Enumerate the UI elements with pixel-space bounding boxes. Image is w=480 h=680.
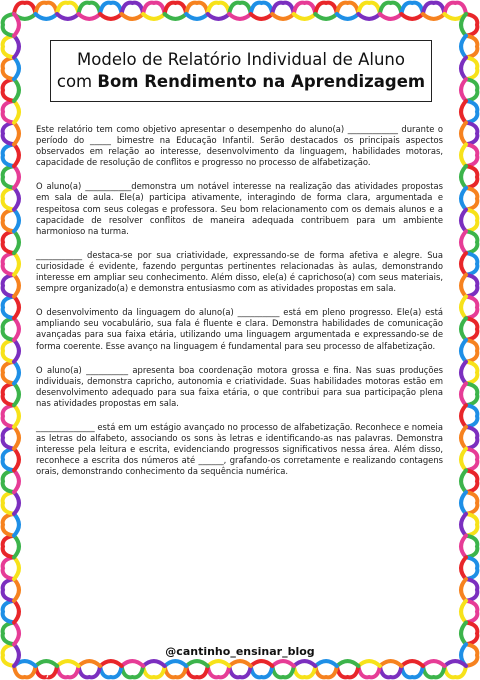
border-heart-segment <box>466 536 477 558</box>
border-heart-segment <box>466 449 477 471</box>
border-heart-segment <box>337 3 359 14</box>
border-heart-segment <box>3 188 14 210</box>
border-heart-segment <box>143 14 165 19</box>
paragraph-interest: O aluno(a) ___________demonstra um notável interesse na realização das atividades propostas em sala de aula. Ele(a) participa ativamente, interagindo de forma clara, argumentada e respeitosa com seus colegas e professora. Seu bom relacionamento com os demais alunos e a capacidade de resolver conflitos de maneira adequada contribuem para um ambiente harmonioso na turma. <box>36 181 443 236</box>
border-heart-segment <box>3 623 14 645</box>
border-heart-segment <box>229 14 251 19</box>
border-heart-segment <box>401 666 423 677</box>
border-heart-segment <box>186 661 208 666</box>
border-heart-segment <box>143 661 165 666</box>
border-heart-segment <box>337 14 359 19</box>
border-heart-segment <box>272 661 294 666</box>
border-heart-segment <box>461 57 466 79</box>
border-heart-segment <box>57 3 79 14</box>
border-heart-segment <box>14 57 19 79</box>
border-heart-segment <box>461 492 466 514</box>
border-heart-segment <box>251 661 273 666</box>
border-heart-segment <box>461 297 466 319</box>
border-heart-segment <box>36 661 58 666</box>
border-heart-segment <box>100 3 122 14</box>
border-heart-segment <box>3 449 14 471</box>
border-heart-segment <box>14 623 19 645</box>
border-heart-segment <box>466 340 477 362</box>
title-line-2-prefix: com <box>56 72 98 91</box>
border-heart-segment <box>3 79 14 101</box>
border-heart-segment <box>461 101 466 123</box>
border-heart-segment <box>79 661 101 666</box>
border-heart-segment <box>466 601 477 623</box>
border-heart-segment <box>466 231 477 253</box>
border-heart-segment <box>79 666 101 677</box>
border-heart-segment <box>461 231 466 253</box>
border-heart-segment <box>122 661 144 666</box>
border-heart-segment <box>466 579 477 601</box>
border-heart-segment <box>315 14 337 19</box>
border-heart-segment <box>466 427 477 449</box>
border-heart-segment <box>466 470 477 492</box>
border-heart-segment <box>14 188 19 210</box>
border-heart-segment <box>466 79 477 101</box>
title-line-2-bold: Bom Rendimento na Aprendizagem <box>97 72 426 91</box>
border-heart-segment <box>466 57 477 79</box>
border-heart-segment <box>466 253 477 275</box>
border-heart-segment <box>100 661 122 666</box>
border-heart-segment <box>466 101 477 123</box>
border-heart-segment <box>461 470 466 492</box>
border-heart-segment <box>14 383 19 405</box>
paragraph-motor: O aluno(a) __________ apresenta boa coordenação motora grossa e fina. Nas suas produções individuais, demonstra capricho, autonomia e criatividade. Suas habilidades motoras estão em desenvolvimento adequado para sua faixa etária, o que contribui para sua participação plena nas atividades propostas em sala. <box>36 364 443 408</box>
border-heart-segment <box>251 666 273 677</box>
border-heart-segment <box>461 253 466 275</box>
border-heart-segment <box>358 3 380 14</box>
border-heart-segment <box>3 536 14 558</box>
border-heart-segment <box>14 601 19 623</box>
border-heart-segment <box>466 123 477 145</box>
border-heart-segment <box>3 427 14 449</box>
border-heart-segment <box>423 14 445 19</box>
border-heart-segment <box>3 210 14 232</box>
border-heart-segment <box>461 166 466 188</box>
border-heart-segment <box>461 601 466 623</box>
border-heart-segment <box>461 188 466 210</box>
border-heart-segment <box>14 405 19 427</box>
border-heart-segment <box>380 14 402 19</box>
border-heart-segment <box>14 427 19 449</box>
border-heart-segment <box>3 123 14 145</box>
border-heart-segment <box>14 536 19 558</box>
border-heart-segment <box>143 3 165 14</box>
report-body <box>36 124 443 490</box>
border-heart-segment <box>3 340 14 362</box>
border-heart-segment <box>461 383 466 405</box>
border-heart-segment <box>14 144 19 166</box>
border-heart-segment <box>208 661 230 666</box>
border-heart-segment <box>461 623 466 645</box>
border-heart-segment <box>380 3 402 14</box>
border-heart-segment <box>251 14 273 19</box>
border-heart-segment <box>79 14 101 19</box>
border-heart-segment <box>466 362 477 384</box>
border-heart-segment <box>14 210 19 232</box>
title-box <box>50 40 432 102</box>
title-line-2 <box>51 71 431 93</box>
border-heart-segment <box>461 340 466 362</box>
border-heart-segment <box>294 661 316 666</box>
border-heart-segment <box>208 14 230 19</box>
border-heart-segment <box>466 166 477 188</box>
border-heart-segment <box>14 297 19 319</box>
border-heart-segment <box>461 275 466 297</box>
border-heart-segment <box>3 470 14 492</box>
border-heart-segment <box>358 661 380 666</box>
border-heart-segment <box>229 666 251 677</box>
border-heart-segment <box>36 666 58 677</box>
border-heart-segment <box>444 666 466 677</box>
border-heart-segment <box>3 383 14 405</box>
border-heart-segment <box>466 383 477 405</box>
border-heart-segment <box>3 297 14 319</box>
border-heart-segment <box>14 318 19 340</box>
border-heart-segment <box>466 275 477 297</box>
border-heart-segment <box>57 14 79 19</box>
border-heart-segment <box>466 210 477 232</box>
border-heart-segment <box>3 318 14 340</box>
border-heart-segment <box>3 36 14 58</box>
border-heart-segment <box>461 514 466 536</box>
border-heart-segment <box>466 36 477 58</box>
border-heart-segment <box>208 3 230 14</box>
border-heart-segment <box>272 3 294 14</box>
border-heart-segment <box>3 144 14 166</box>
footer-handle: @cantinho_ensinar_blog <box>165 645 315 658</box>
border-heart-segment <box>461 536 466 558</box>
border-heart-segment <box>380 661 402 666</box>
border-heart-segment <box>466 623 477 645</box>
border-heart-segment <box>461 79 466 101</box>
border-heart-segment <box>3 579 14 601</box>
border-heart-segment <box>461 449 466 471</box>
border-heart-segment <box>165 3 187 14</box>
border-heart-segment <box>466 405 477 427</box>
border-heart-segment <box>294 3 316 14</box>
border-heart-segment <box>3 492 14 514</box>
title-line-1: Modelo de Relatório Individual de Aluno <box>77 50 405 69</box>
border-heart-segment <box>143 666 165 677</box>
border-heart-segment <box>3 57 14 79</box>
border-heart-segment <box>122 666 144 677</box>
border-heart-segment <box>251 3 273 14</box>
border-heart-segment <box>423 661 445 666</box>
border-heart-segment <box>57 666 79 677</box>
border-heart-segment <box>444 3 466 14</box>
border-heart-segment <box>358 14 380 19</box>
border-heart-segment <box>466 144 477 166</box>
border-heart-segment <box>461 14 466 36</box>
border-heart-segment <box>14 470 19 492</box>
border-heart-segment <box>3 362 14 384</box>
border-heart-segment <box>229 661 251 666</box>
border-heart-segment <box>14 231 19 253</box>
border-heart-segment <box>401 14 423 19</box>
border-heart-segment <box>165 14 187 19</box>
border-heart-segment <box>315 3 337 14</box>
border-heart-segment <box>444 661 466 666</box>
border-heart-segment <box>14 166 19 188</box>
border-heart-segment <box>466 297 477 319</box>
border-heart-segment <box>79 3 101 14</box>
border-heart-segment <box>14 101 19 123</box>
border-heart-segment <box>122 14 144 19</box>
border-heart-segment <box>315 666 337 677</box>
border-heart-segment <box>14 666 36 677</box>
border-heart-segment <box>165 661 187 666</box>
border-heart-segment <box>294 14 316 19</box>
border-heart-segment <box>315 661 337 666</box>
border-heart-segment <box>461 210 466 232</box>
paragraph-literacy: ______________ está em um estágio avançado no processo de alfabetização. Reconhece e nomeia as letras do alfabeto, associando os sons às letras e identificando-as nas palavras. Demonstra interesse pela leitura e escrita, evidenciando progressos significativos nessa área. Além disso, reconhece a escrita dos números até ______, grafando-os corretamente e realizando contagens orais, demonstrando conhecimento da sequência numérica. <box>36 421 443 477</box>
border-heart-segment <box>14 492 19 514</box>
border-heart-segment <box>461 427 466 449</box>
border-heart-segment <box>337 661 359 666</box>
border-heart-segment <box>461 405 466 427</box>
border-heart-segment <box>14 253 19 275</box>
border-heart-segment <box>461 36 466 58</box>
border-heart-segment <box>14 557 19 579</box>
border-heart-segment <box>3 557 14 579</box>
border-heart-segment <box>337 666 359 677</box>
border-heart-segment <box>57 661 79 666</box>
border-heart-segment <box>165 666 187 677</box>
border-heart-segment <box>272 666 294 677</box>
border-heart-segment <box>14 123 19 145</box>
border-heart-segment <box>186 14 208 19</box>
border-heart-segment <box>36 14 58 19</box>
border-heart-segment <box>423 3 445 14</box>
border-heart-segment <box>461 144 466 166</box>
border-heart-segment <box>466 188 477 210</box>
border-heart-segment <box>14 36 19 58</box>
border-heart-segment <box>466 492 477 514</box>
border-heart-segment <box>36 3 58 14</box>
border-heart-segment <box>466 557 477 579</box>
border-heart-segment <box>186 666 208 677</box>
border-heart-segment <box>14 79 19 101</box>
border-heart-segment <box>461 557 466 579</box>
paragraph-intro: Este relatório tem como objetivo apresentar o desempenho do aluno(a) ____________ durante o período do _____ bimestre na Educação Infantil. Serão destacados os principais aspectos observados em relação ao interesse, desenvolvimento da linguagem, habilidades motoras, capacidade de resolução de conflitos e progresso no processo de alfabetização. <box>36 124 443 168</box>
border-heart-segment <box>14 449 19 471</box>
border-heart-segment <box>3 601 14 623</box>
border-heart-segment <box>272 14 294 19</box>
border-heart-segment <box>229 3 251 14</box>
border-heart-segment <box>466 514 477 536</box>
border-heart-segment <box>122 3 144 14</box>
border-heart-segment <box>401 661 423 666</box>
border-heart-segment <box>14 275 19 297</box>
border-heart-segment <box>466 14 477 36</box>
border-heart-segment <box>208 666 230 677</box>
border-heart-segment <box>3 253 14 275</box>
border-heart-segment <box>294 666 316 677</box>
border-heart-segment <box>3 231 14 253</box>
border-heart-segment <box>423 666 445 677</box>
paragraph-language: O desenvolvimento da linguagem do aluno(a) __________ está em pleno progresso. Ele(a) está ampliando seu vocabulário, sua fala é fluente e clara. Demonstra habilidades de comunicação avançadas para sua faixa etária, utilizando uma linguagem argumentada e expressando-se de forma coerente. Esse avanço na linguagem é fundamental para seu processo de alfabetização. <box>36 307 443 351</box>
border-heart-segment <box>14 579 19 601</box>
border-heart-segment <box>3 101 14 123</box>
border-heart-segment <box>401 3 423 14</box>
border-heart-segment <box>3 275 14 297</box>
border-heart-segment <box>3 514 14 536</box>
border-heart-segment <box>461 579 466 601</box>
border-heart-segment <box>466 318 477 340</box>
paragraph-creativity: ___________ destaca-se por sua criatividade, expressando-se de forma afetiva e alegre. Sua curiosidade é evidente, fazendo perguntas pertinentes relacionadas às aulas, demonstrando interesse em ampliar seu conhecimento. Além disso, ele(a) é caprichoso(a) com seus materiais, sempre organizado(a) e demonstra entusiasmo com as atividades propostas em sala. <box>36 249 443 294</box>
border-heart-segment <box>100 666 122 677</box>
border-heart-segment <box>14 3 36 14</box>
border-heart-segment <box>461 318 466 340</box>
border-heart-segment <box>14 362 19 384</box>
border-heart-segment <box>14 514 19 536</box>
border-heart-segment <box>380 666 402 677</box>
border-heart-segment <box>3 166 14 188</box>
border-heart-segment <box>3 14 14 36</box>
border-heart-segment <box>100 14 122 19</box>
border-heart-segment <box>14 14 19 36</box>
border-heart-segment <box>461 123 466 145</box>
border-heart-segment <box>3 405 14 427</box>
border-heart-segment <box>186 3 208 14</box>
border-heart-segment <box>358 666 380 677</box>
border-heart-segment <box>14 340 19 362</box>
border-heart-segment <box>461 362 466 384</box>
